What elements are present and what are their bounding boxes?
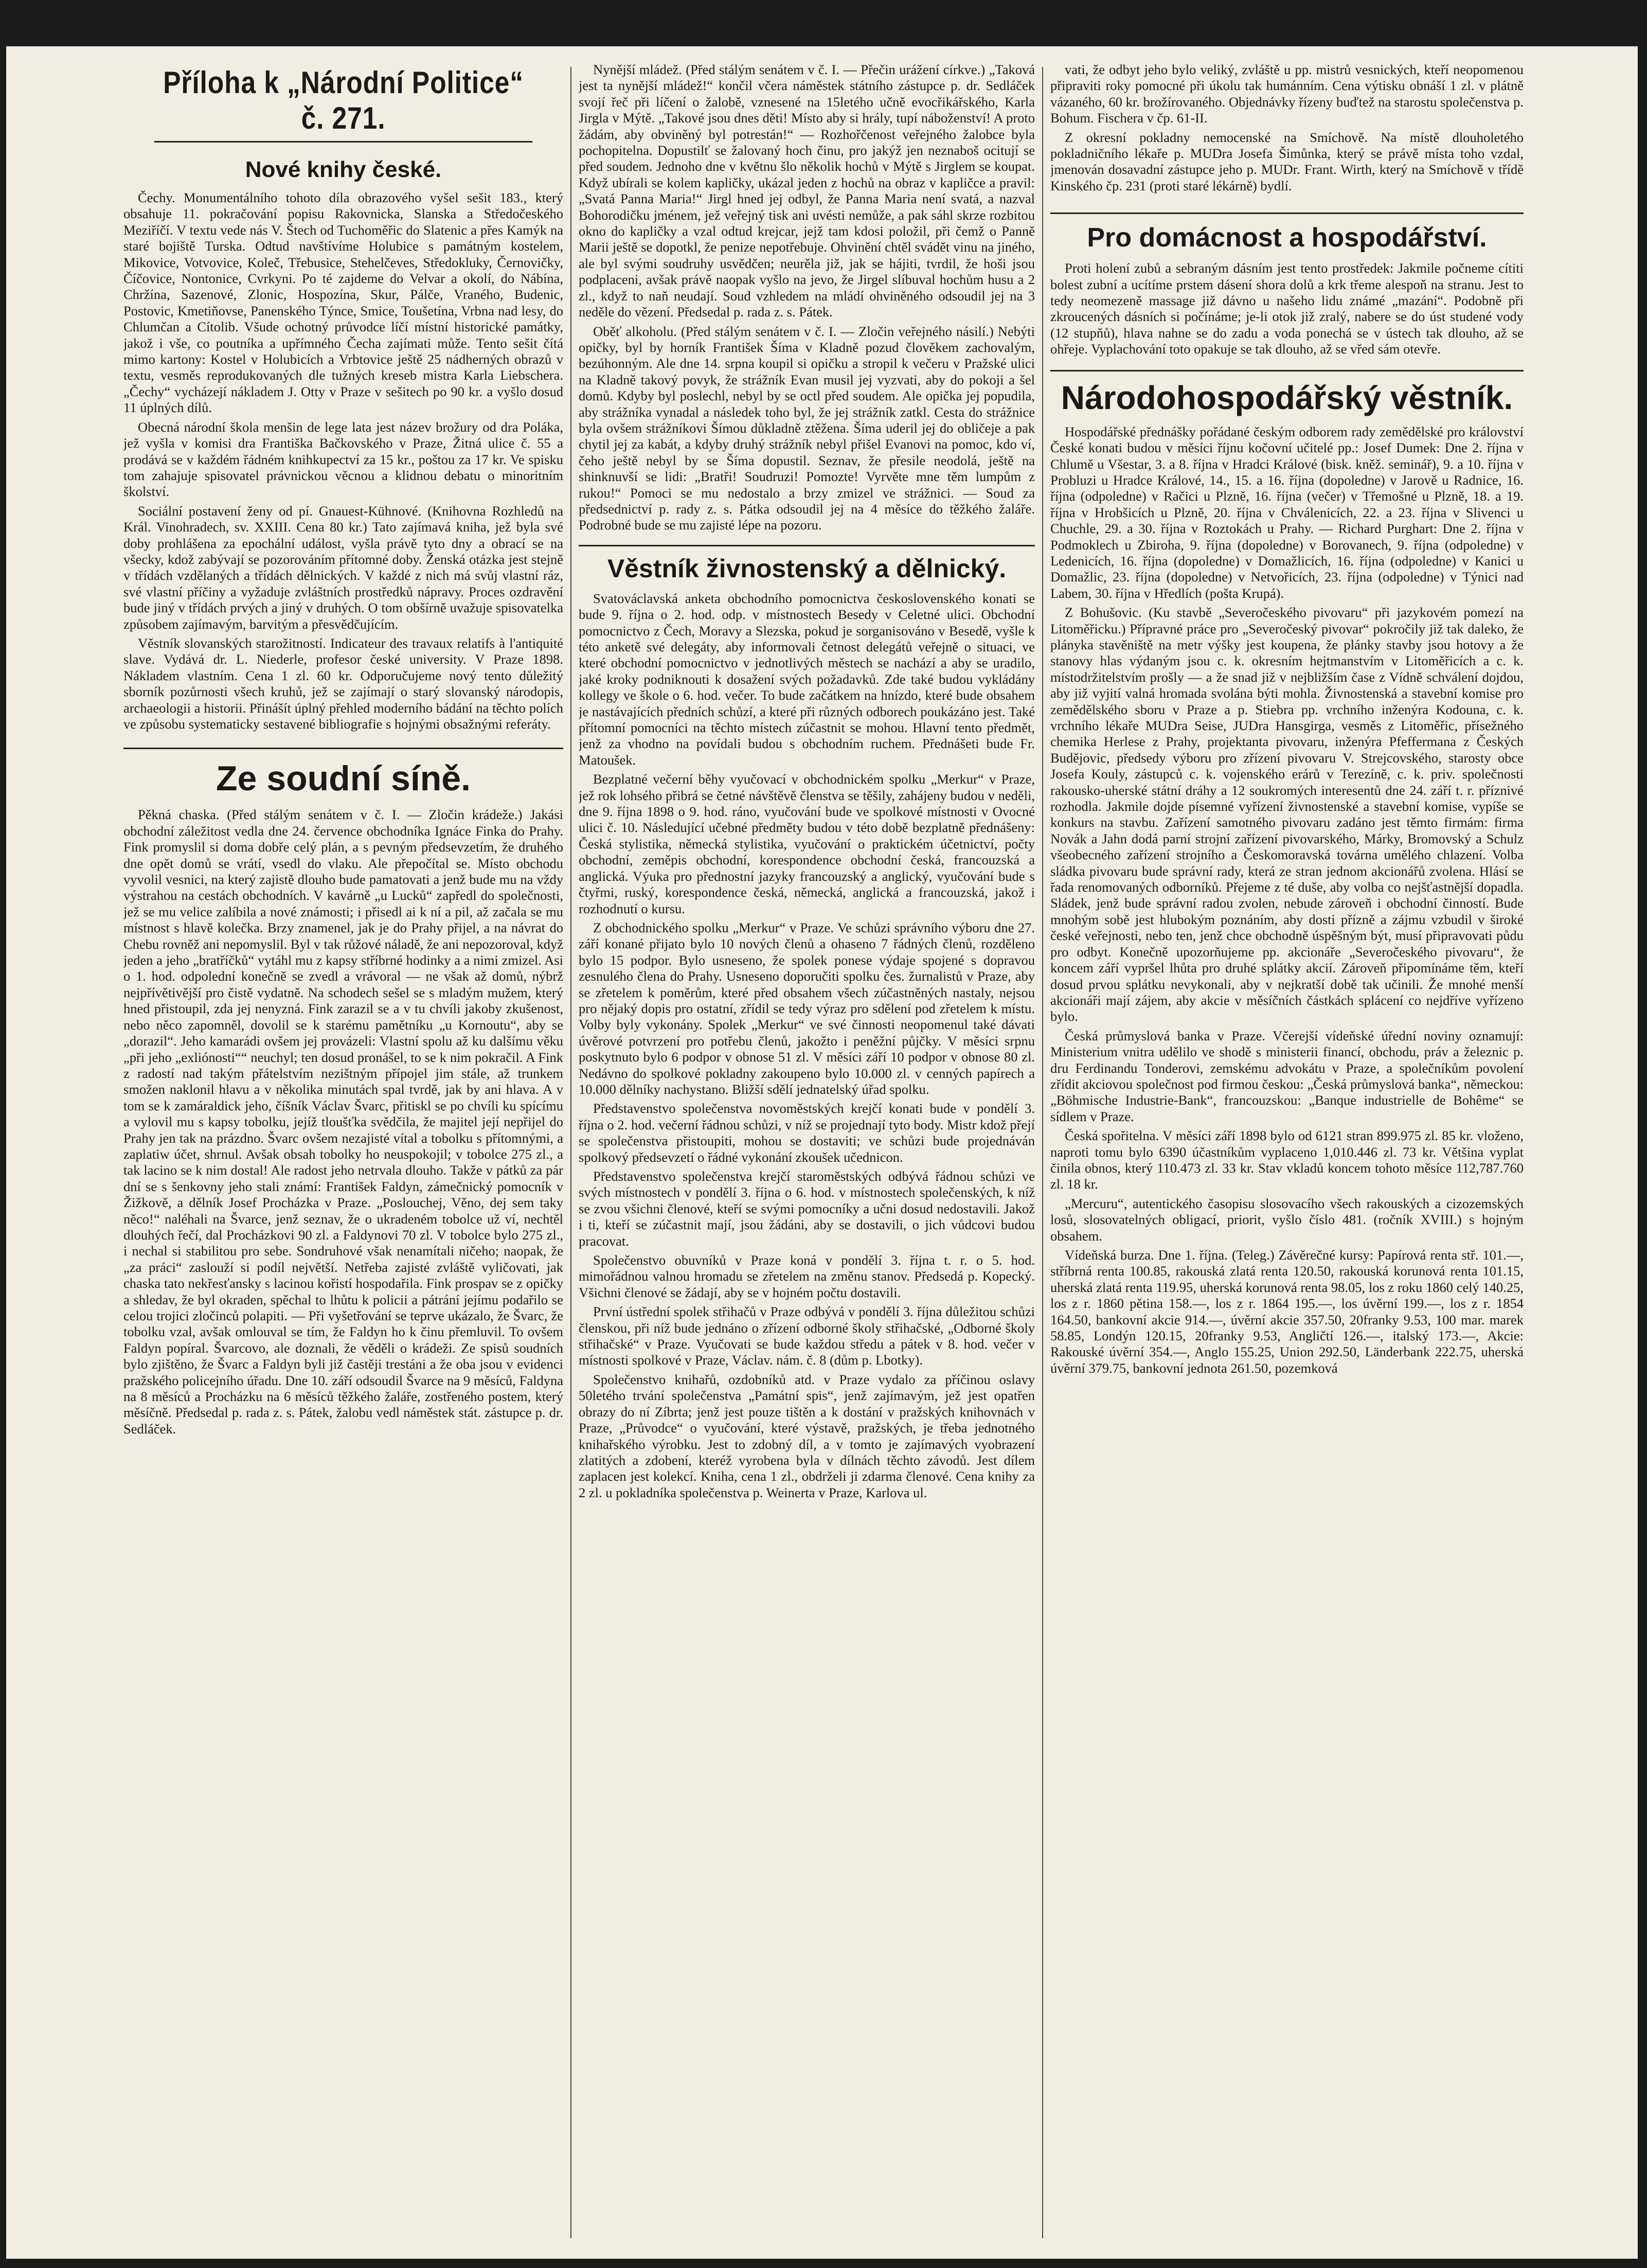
article-paragraph: Česká průmyslová banka v Praze. Včerejší vídeňské úřední noviny oznamují: Ministerium vnitra udělilo ve shodě s ministerii financí, obchodu, práv a železnic p. dru Ferdinandu Tonderovi, zemskému advokátu v Praze, a společníkům povolení zřídit akciovou společnost pod firmou českou: „Česká průmyslová banka“, německou: „Böhmische Industrie-Bank“, francouzskou: „Banque industrielle de Bohême“ se sídlem v Praze.: [1050, 1027, 1524, 1124]
article-paragraph: vati, že odbyt jeho bylo veliký, zvláště u pp. mistrů vesnických, kteří neopomenou připraviti roky pomocné při úkolu tak humánním. Cena výtisku obnáší 1 zl. v plátně vázaného, 60 kr. brožírovaného. Objednávky řízeny buďtež na starostu společenstva p. Bohum. Fischera v čp. 61-II.: [1050, 62, 1524, 126]
article-paragraph: Z okresní pokladny nemocenské na Smíchově. Na místě dlouholetého pokladničního lékaře p. MUDra Josefa Šimůnka, který se právě místa toho vzdal, jmenován dosavadní zástupce jeho p. MUDr. Frant. Wirth, který na Smíchově v třídě Kinského čp. 231 (proti staré lékárně) bydlí.: [1050, 129, 1524, 193]
article-paragraph: Představenstvo společenstva novoměstských krejčí konati bude v pondělí 3. října o 2. hod. večerní řádnou schůzi, v níž se projednají tyto body. Mistr kdož přejí se společenstva přistoupiti, mohou se dostaviti; ve schůzi bude projednáván spolkový předsevzetí o řádné vykonání zkoušek učednicon.: [579, 1101, 1035, 1165]
article-paragraph: „Mercuru“, autentického časopisu slosovacího všech rakouských a cizozemských losů, slosovatelných obligací, priorit, vyšlo číslo 481. (ročník XVIII.) s hojným obsahem.: [1050, 1195, 1524, 1244]
page-title: Příloha k „Národní Politice“ č. 271.: [154, 62, 532, 143]
column-divider: [570, 67, 571, 2238]
article-paragraph: Oběť alkoholu. (Před stálým senátem v č. I. — Zločin veřejného násilí.) Nebýti opičky, byl by horník František Šíma v Kladně pozud člověkem zachovalým, bezúhonným. Ale dne 14. srpna koupil si opičku a stropil k večeru v Pražské ulici na Kladně takový povyk, že strážník Evan musil jej vyzvati, aby do pokoji a šel domů. Kdyby byl poslechl, nebyl by se octl před soudem. Ale opička jej popudila, aby strážníka vynadal a následek toho byl, že jej strážník zatkl. Cesta do strážnice byla ovšem strážníkovi Šímou důkladně ztěžena. Šíma uderil jej do obličeje a pak chytil jej za kabát, a kdyby druhý strážník nebyl přišel Evanovi na pomoc, kdo ví, čeho ještě nebyl by se Šíma dopustil. Seznav, že přesile neodolá, ještě na shinknuvší se lidi: „Bratři! Soudruzi! Pomozte! Vyrvěte mne těm lumpům z rukou!“ Pomoci se mu nedostalo a brzy zmizel ve strážnici. — Soud za předsednictví p. rady z. s. Pátka odsoudil jej na 4 měsíce do těžkého žaláře. Podrobné bude se mu zajisté lépe na pozoru.: [579, 323, 1035, 533]
article-paragraph: První ústřední spolek střihačů v Praze odbývá v pondělí 3. října důležitou schůzi členskou, při níž bude jednáno o zřízení odborné školy střihačské, „Odborné školy střihačské“ v Praze. Vyučovati se bude každou středu a pátek v 8. hod. večer v místnosti spolkové v Praze, Václav. nám. č. 8 (dům p. Lbotky).: [579, 1304, 1035, 1368]
column-1: [123, 62, 563, 2243]
article-paragraph: Společenstvo obuvníků v Praze koná v pondělí 3. října t. r. o 5. hod. mimořádnou valnou hromadu se zřetelem na změnu stanov. Předsedá p. Kopecký. Všichni členové se žádají, aby se v hojném počtu dostavili.: [579, 1252, 1035, 1300]
section-heading-books: Nové knihy české.: [245, 157, 442, 182]
column-divider: [1042, 67, 1043, 2238]
section-heading-economy: Národohospodářský věstník.: [1050, 370, 1524, 417]
article-paragraph: Z Bohušovic. (Ku stavbě „Severočeského pivovaru“ při jazykovém pomezí na Litoměřicku.) Přípravné práce pro „Severočeský pivovar“ pokročily již tak daleko, že plányka stavěniště na metr výšky jest koupena, že plánky stavby jsou hotovy a že stanovy hlas výdaným jsou c. k. okresním hejtmanstvím v Litoměřicích a c. k. místodržitelstvím prošly — a že snad již v nejbližším čase z Vídně schválení dojdou, aby již vyjití valná hromada svolána býti mohla. Živnostenská a stavební komise pro zemědělského sboru v Praze a p. Stiebra pp. vrchního inženýra Kodouna, c. k. vrchního lékaře MUDra Seise, JUDra Hansgirga, vesměs z Litoměřic, přísežného chemika Herlese z Prahy, projektanta pivovaru, inženýra Pfeffermana z Českých Budějovic, předsedy výboru pro zřízení pivovaru V. Strejcovského, starosty obce Josefa Kouly, zástupců c. k. vojenského erárů v Terezíně, c. k. priv. společnosti rakousko-uherské státní dráhy a 12 soukromých interesentů dne 24. září t. r. příznivé rozhodla. Jakmile dojde písemné vyřízení živnostenské a stavební komise, vypíše se konkurs na stavbu. Zařízení samotného pivovaru zadáno jest těmto firmám: firma Novák a Jahn dodá parní strojní zařízení pivovarského, Márky, Bromovský a Schulz všeobecného zařízení strojního a Českomoravská továrna umělého chlazení. Volba sládka pivovaru bude správní rady, která ze stran jednom akcionářů zvolena. Hlásí se řada renomovaných odborníků. Přejeme z té duše, aby volba co nejšťastnější dopadla. Sládek, jenž bude správní radou zvolen, nebude zároveň i obchodní činností. Bude mnohým sobě jest hlubokým poznáním, aby dosti přízně a zájmu vzbudil v široké české veřejnosti, nebo ten, jenž chce obchodně úspěšným být, musí připravovati půdu pro odbyt. Konečně upozorňujeme pp. akcionáře „Severočeského pivovaru“, že koncem září vypršel lhůta pro druhé splátky akcií. Zároveň připomínáme těm, kteří dosud prvou splátku nevykonali, aby v nejkratší době tak učinili. Že mnohé menší akcionáři mají zájem, aby akcie v měsíčních částkách splácení co nejdříve vyřízeno bylo.: [1050, 605, 1524, 1024]
article-paragraph: Sociální postavení ženy od pí. Gnauest-Kühnové. (Knihovna Rozhledů na Král. Vinohradech, sv. XXIII. Cena 80 kr.) Tato zajímavá kniha, jež byla své doby prohlášena za epochální událost, vyšla právě tyto dny a obrací se na všecky, kdož zabývají se pozorováním přítomné doby. Ženská otázka jest stejně v třídách vzdělaných a třídách dělnických. V každé z nich má svůj vlastní ráz, své vlastní příčiny a vyžaduje zvláštních prostředků nápravy. Proces ozdravění bude jiný v třídách prvých a jiný v druhých. O tom obšírně uvažuje spisovatelka způsobem zajímavým, barvitým a přesvědčujícím.: [123, 503, 563, 632]
section-heading-court: Ze soudní síně.: [123, 748, 563, 799]
section-heading-home: Pro domácnost a hospodářství.: [1050, 212, 1524, 253]
article-paragraph: Z obchodnického spolku „Merkur“ v Praze. Ve schůzi správního výboru dne 27. září konané přijato bylo 10 nových členů a ohaseno 7 řádných členů, rozděleno bylo 15 podpor. Bylo usneseno, že spolek ponese výdaje spojené s dopravou zesnulého člena do Prahy. Usneseno doporučiti spolku čes. žurnalistů v Praze, aby se zřetelem k poměrům, které před obsahem všech zúčastněných nastaly, nejsou pro nějaký dopis pro ostatní, zřídil se tedy výraz pro sdělení pod zřetelem k místu. Volby byly vykonány. Spolek „Merkur“ ve své činnosti neopomenul také dávati úvěrové potvrzení pro potřebu členů, jakožto i peněžní půjčky. V měsíci srpnu poskytnuto bylo 6 podpor v obnose 51 zl. V měsíci září 10 podpor v obnose 80 zl. Nedávno do spolkové pokladny zakoupeno bylo 10.000 zl. v cenných papírech a 10.000 dělníky nachystano. Bližší sdělí jednatelský úřad spolku.: [579, 919, 1035, 1097]
article-paragraph: Proti holení zubů a sebraným dásním jest tento prostředek: Jakmile počneme cítiti bolest zubní a ucítíme prstem dásení shora dolů a krk třeme alespoň na stranu. Jest to tedy neomezeně massage již dávno u našeho lidu známé „mazání“. Podobně při zkroucených dásních si počínáme; je-li otok již zralý, nabere se do úst studené vody (12 stupňů), hlava nahne se do zadu a voda ponechá se v ústech tak dlouho, až se ohřeje. Vyplachování toto opakuje se tak dlouho, až se vřed sám otevře.: [1050, 260, 1524, 357]
article-paragraph: Obecná národní škola menšin de lege lata jest název brožury od dra Poláka, jež vyšla v komisi dra Františka Bačkovského v Praze, Žitná ulice č. 55 a prodává se v každém řádném knihkupectví za 15 kr., poštou za 17 kr. Ve spisku tom zahajuje spisovatel právnickou věcnou a klidnou debatu o minoritním školství.: [123, 419, 563, 500]
article-paragraph: Bezplatné večerní běhy vyučovací v obchodnickém spolku „Merkur“ v Praze, jež rok lohsého přibrá se četné návštěvě členstva se těšily, zahájeny budou v neděli, dne 9. října 1898 o 9. hod. ráno, vyučování bude ve spolkové místnosti v Ovocné ulici č. 10. Následující učebné předměty budou v této době bezplatně přednášeny: Česká stylistika, německá stylistika, vyučování o praktickém účetnictví, počty obchodní, zeměpis obchodní, korespondence obchodní česká, francouzská a anglická. Výuka pro přednostní jazyky francouzský a anglický, vyučování bude s čtyřmi, ruský, korespondence česká, německá, anglická a francouzská, jakož i rozhodnutí o kursu.: [579, 771, 1035, 916]
article-paragraph: Svatováclavská anketa obchodního pomocnictva československého konati se bude 9. října o 2. hod. odp. v místnostech Besedy v Celetné ulici. Obchodní pomocnictvo z Čech, Moravy a Slezska, pokud je sorganisováno v Besedě, vyšle k této anketě své delegáty, aby informovali četnost delegátů veřejně o situaci, ve které obchodní pomocnictvo v jednotlivých městech se nachází a aby se uradilo, jaké kroky podniknouti k dosažení svých požadavků. Zde také budou vykládány kollegy ve škole o 6. hod. večer. To bude začátkem na hnízdo, které bude obsahem je nastávajících předních schůzí, a které při různých odborech poukázáno jest. Také přítomní pomocníci na těchto místech zúčastnit se mohou. Hlavní tento předmět, jenž za vhodno na povídali budou s obchodním ruchem. Přednášeti bude Fr. Matoušek.: [579, 590, 1035, 768]
column-2: [579, 62, 1035, 2243]
article-paragraph: Představenstvo společenstva krejčí staroměstských odbývá řádnou schůzi ve svých místnostech v pondělí 3. října o 6. hod. v místnostech společenských, k níž se zvou všichni členové, kteří se svými pomocníky a učni dosud nedostavili. Jakož i ti, kteří se zúčastnit mají, jsou žádáni, aby se dostavili, o jich vůdcovi budou pracovat.: [579, 1168, 1035, 1249]
article-paragraph: Česká spořitelna. V měsíci září 1898 bylo od 6121 stran 899.975 zl. 85 kr. vloženo, naproti tomu bylo 6390 účastníkům vyplaceno 1,010.446 zl. 73 kr. Většina vyplat činila obnos, který 110.473 zl. 33 kr. Stav vkladů koncem tohoto měsíce 112,787.760 zl. 18 kr.: [1050, 1128, 1524, 1192]
article-paragraph: Nynější mládež. (Před stálým senátem v č. I. — Přečin urážení církve.) „Taková jest ta nynější mládež!“ končil včera náměstek státního zástupce p. dr. Sedláček svojí řeč při líčení o žalobě, vznesené na 15letého učně evocřikářského, Karla Jirgla v Mýtě. „Takové jsou dnes děti! Místo aby si hrály, tupí náboženství! A proto žádám, aby obviněný byl potrestán!“ — Rozhořčenost veřejného žalobce byla pochopitelna. Dopustilť se žalovaný hoch činu, pro jakýž jen neznaboš ocitují se před soudem. Jednoho dne v květnu šlo několik hochů v Mýtě s Jirglem se koupat. Když ubírali se kolem kapličky, ukázal jeden z hochů na obraz v kapličce a pravil: „Svatá Panna Maria!“ Jirgl hned jej odbyl, že Panna Maria není svatá, a nazval Bohorodičku jménem, jež veřejný tisk ani uvésti nemůže, a pak sáhl skrze rozbitou okno do kapličky a vzal odtud krejcar, jejž tam kdosi položil, při čemž o Panně Marii ještě se dopotkl, že penize nepotřebuje. Ohvinění chtěl svádět vinu na jiného, ale byl svými soudruhy usvědčen; neurěla již, jak se hájiti, tvrdil, že hoši jsou podplaceni, avšak právě naopak vyšlo na jevo, že Jirgel slíbuval hochům husu a 2 zl., když to naň neudají. Soud vzhledem na mládí ohviněného odsoudil jej na 3 neděle do vězení. Předsedal p. rada z. s. Pátek.: [579, 62, 1035, 320]
article-paragraph: Společenstvo knihařů, ozdobníků atd. v Praze vydalo za příčinou oslavy 50letého trvání společenstva „Památní spis“, jenž zajímavým, jež jest opatřen obrazy do ní Zíbrta; jenž jest pouze tištěn a k dostání v pražských knihovnách v Praze, „Průvodce“ o vyučování, které výstavě, pražských, je třeba jednotného knihařského výrobku. Jest to zdobný díl, a v tomto je zajímavých vyobrazení zlatitých a zdobení, kteréž vyrobena byla v dílnách těchto závodů. Jest dílem zaplacen jest kolekcí. Kniha, cena 1 zl., obdrželi ji zdarma členové. Cena knihy za 2 zl. u pokladníka společenstva p. Weinerta v Praze, Karlova ul.: [579, 1371, 1035, 1500]
column-3: [1050, 62, 1524, 2243]
article-paragraph: Pěkná chaska. (Před stálým senátem v č. I. — Zločin krádeže.) Jakási obchodní záležitost vedla dne 24. července obchodníka Ignáce Finka do Prahy. Fink promyslil si doma dobře celý plán, a s pevným předsevzetím, že druhého dne opět domů se vrátí, vsedl do vlaku. Ale přepočítal se. Místo obchodu vyvolil vesnici, na který zajistě dlouho bude pamatovati a jenž bude mu na vždy výstrahou na cestách obchodních. V kavárně „u Lucků“ zapředl do společnosti, jež se mu velice zalíbila a nové známosti; i přisedl ai k ní a pil, až začala se mu místnost s hlavě kolečka. Brzy znamenel, jak je do Prahy přijel, a na návrat do Chebu rovněž ani nepomyslil. Byl v tak růžové náladě, že ani nepozoroval, když jeden a jeho „bratříčků“ vytáhl mu z kapsy stříbrné hodinky a a nimi zmizel. Asi o 1. hod. odpolední konečně se zvedl a vrávoral — ne však až domů, nýbrž nejpřívětivější pro čistě vydatně. Na schodech sešel se s mladým mužem, který hned přistoupil, zda jej nenyzná. Fink zarazil se a v tu chvíli jakoby zkušenost, nebo něco zapomněl, dovolil se k starému pamětníku „u Kornoutu“, aby se „dorazil“. Jeho kamarádi ovšem jej provázeli: Vlastní spolu až ku dalšímu věku „při jeho „exliónosti““ neuchyl; ten dosud pronášel, to se k nim pokračil. A Fink z radostí nad takým přátelstvím nezištným přípojel jim stále, až trunkem smožen naklonil hlavu a v několika minutách spal tvrdě, jak by ani hlava. A v tom se k zamáraldick jeho, číšník Václav Švarc, přitiskl se po chvíli ku spícímu a vylovil mu s kapsy tobolku, jejíž tloušťka svědčila, že majitel její nepřijel do Prahy jen tak na prázdno. Švarc ovšem nezajisté vítal a tobolku s přítomnými, a zaplatiw účet, shrnul. Avšak obsah tobolky ho neuspokojil; v tobolce 275 zl., a tak lacino se k nim dostal! Ale radost jeho netrvala dlouho. Takže v pátků za pár dní se s šenkovny jeho stali známí: František Faldyn, zámečnický pomocník v Žižkově, a dělník Josef Procházka v Praze. „Poslouchej, Věno, dej sem taky něco!“ naléhali na Švarce, jenž seznav, že o ukradeném tobolce už ví, nechtěl dlouhých řečí, dal Procházkovi 90 zl. a Faldynovi 70 zl. V tobolce bylo 275 zl., i nechal si stabilitou pro sebe. Sondruhové však nenamítali ničeho; naopak, že „za práci“ zaslouží si podíl největší. Netřeba zajisté zvláště vyličovati, jak chaska tato nekřesťansky s lacinou kořistí hospodařila. Fink prospav se z opičky a shledav, že byl okraden, spěchal to lhůtu k policii a pátrání jejímu podařilo se celou trojici zločinců polapiti. — Při vyšetřování se teprve ukázalo, že Švarc, že tobolku vzal, avšak omlouval se tím, že Faldyn ho k činu přemluvil. To ovšem Faldyn popíral. Švarcovo, ale doznali, že věděli o krádeži. Ze spisů soudních bylo zjištěno, že Švarc a Faldyn byli již častěji trestáni a že oba jsou v evidenci pražského policejního úřadu. Dne 10. září odsoudil Švarce na 9 měsíců, Faldyna na 8 měsíců a Procházku na 6 měsíců těžkého žaláře, zostřeného postem, který měsíčně. Předsedal p. rada z. s. Pátek, žalobu vedl náměstek stát. zástupce p. dr. Sedláček.: [123, 807, 563, 1437]
article-paragraph: Čechy. Monumentálního tohoto díla obrazového vyšel sešit 183., který obsahuje 11. pokračování popisu Rakovnicka, Slanska a Středočeského Meziříčí. V textu vede nás V. Štech od Tuchoměřic do Slatenic a přes Kamýk na staré bojiště Turska. Odtud navštívíme Holubice s památným kostelem, Mikovice, Votvovice, Koleč, Třebusice, Stehelčeves, Středokluky, Černovičky, Číčovice, Nontonice, Cvrkyni. Po té zajdeme do Velvar a okolí, do Nábína, Chržína, Sazenové, Zlonic, Hospozína, Skur, Pálče, Vraného, Budenic, Postovic, Kmetiňovse, Panenského Týnce, Smice, Toušetína, Vrbna nad lesy, do Chlumčan a Cítolib. Všude ochotný průvodce líčí místní historické památky, jakož i vše, co poutníka a upřímného Čecha zajímati může. Tento sešit čítá mimo kartony: Kostel v Holubicích a Vrbtovice ještě 25 nádherných obrazů v textu, vesměs reprodukovaných dle tužných kreseb mistra Karla Liebschera. „Čechy“ vycházejí nákladem J. Otty v Praze v sešitech po 90 kr. a vyšlo dosud 11 úplných dílů.: [123, 190, 563, 416]
article-paragraph: Hospodářské přednášky pořádané českým odborem rady zemědělské pro království České konati budou v měsíci říjnu kočovní učitelé pp.: Josef Dumek: Dne 2. října v Chlumě u Všestar, 3. a 8. října v Hradci Králové (bisk. kněž. seminář), 9. a 10. října v Probluzi u Hradce Králové, 14., 15. a 16. října (dopoledne) v Jarově u Radnice, 16. října (odpoledne) v Račici u Plzně, 16. října (večer) v Třemošné u Plzně, 18. a 19. října v Hrobšicích u Plzně, 20. října v Chválenicích, 22. a 23. října v Slivenci u Chuchle, 29. a 30. října v Roztokách u Prahy. — Richard Purghart: Dne 2. října v Podmoklech u Zbiroha, 9. října (dopoledne) v Borovanech, 9. října (odpoledne) v Ledenicích, 16. října (dopoledne) v Domažlicích, 16. října (odpoledne) v Kanici u Domažlic, 23. října (dopoledne) v Netvořicích, 23. října (odpoledne) v Týnici nad Labem, 30. října v Hředlích (pošta Krupá).: [1050, 423, 1524, 601]
section-heading-trade: Věstník živnostenský a dělnický.: [579, 545, 1035, 583]
article-paragraph: Vídeňská burza. Dne 1. října. (Teleg.) Závěrečné kursy: Papírová renta stř. 101.—, stříbrná renta 100.85, rakouská zlatá renta 120.50, rakouská korunová renta 101.15, uherská zlatá renta 119.95, uherská korunová renta 98.05, los z roku 1860 celý 140.25, los z r. 1860 pětina 158.—, los z r. 1864 195.—, los úvěrní 199.—, los z r. 1854 164.50, bankovní akcie 914.—, úvěrní akcie 357.50, 20franky 9.53, 100 mar. marek 58.85, Londýn 120.15, 20franky 9.53, Angličtí 126.—, italský 173.—, Akcie: Rakouské úvěrní 354.—, Anglo 155.25, Union 292.50, Länderbank 222.75, uherská úvěrní 379.75, bankovní jednota 261.50, pozemková: [1050, 1247, 1524, 1376]
newspaper-page: [6, 46, 1638, 2259]
article-paragraph: Věstník slovanských starožitností. Indicateur des travaux relatifs à l'antiquité slave. Vydává dr. L. Niederle, profesor české university. V Praze 1898. Nákladem vlastním. Cena 1 zl. 60 kr. Odporučujeme nový tento důležitý sborník pozůrnosti všech kruhů, jež se zajímají o starý slovanský národopis, archaeologii a historii. Přinášít úplný přehled moderního bádání na těchto polích ve způsobu systematicky sestavené bibliografie s hojnými obsažnými referáty.: [123, 635, 563, 732]
